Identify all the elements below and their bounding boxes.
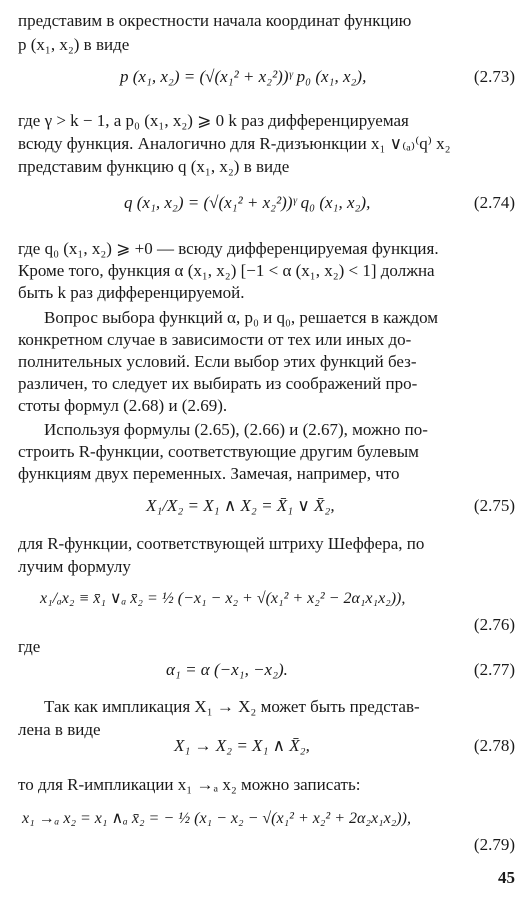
equation-2-74: q (x₁, x₂) = (√(x₁² + x₂²))ᵞ q₀ (x₁, x₂),	[124, 193, 371, 212]
equation-2-73: p (x₁, x₂) = (√(x₁² + x₂²))ᵞ p₀ (x₁, x₂),	[120, 67, 367, 86]
text-line: Так как импликация X₁ → X₂ может быть представ-	[44, 697, 420, 716]
equation-number: (2.73)	[473, 67, 515, 86]
text-line: функциям двух переменных. Замечая, например, что	[18, 464, 400, 483]
equation-number: (2.77)	[473, 660, 515, 679]
text-line: где q₀ (x₁, x₂) ⩾ +0 — всюду дифференцируемая функция.	[18, 239, 439, 258]
equation-number: (2.79)	[473, 835, 515, 854]
equation-2-78: X₁ → X₂ = X₁ ∧ X̄₂,	[174, 736, 310, 755]
text-line: p (x₁, x₂) в виде	[18, 35, 130, 54]
equation-2-77: α₁ = α (−x₁, −x₂).	[166, 660, 288, 679]
text-line: Вопрос выбора функций α, p₀ и q₀, решается в каждом	[44, 308, 439, 327]
equation-number: (2.74)	[473, 193, 515, 212]
text-line: полнительных условий. Если выбор этих функций без-	[18, 352, 417, 371]
text-line: представим в окрестности начала координат функцию	[18, 11, 412, 30]
text-line: различен, то следует их выбирать из соображений про-	[18, 374, 418, 393]
text-line: лена в виде	[18, 720, 101, 739]
text-line: быть k раз дифференцируемой.	[18, 283, 245, 302]
equation-number: (2.76)	[473, 615, 515, 634]
equation-2-75: X₁/X₂ = X₁ ∧ X₂ = X̄₁ ∨ X̄₂,	[146, 496, 335, 515]
text-line: всюду функция. Аналогично для R-дизъюнкции x₁ ∨₍ₐ₎⁽q⁾ x₂	[18, 134, 451, 153]
text-line: для R-функции, соответствующей штриху Шеффера, по	[18, 534, 425, 553]
text-line: где γ > k − 1, а p₀ (x₁, x₂) ⩾ 0 k раз дифференцируемая	[18, 111, 409, 130]
text-line: лучим формулу	[18, 557, 131, 576]
text-line: Кроме того, функция α (x₁, x₂) [−1 < α (x₁, x₂) < 1] должна	[18, 261, 435, 280]
equation-2-76: x₁/ₐx₂ ≡ x̄₁ ∨ₐ x̄₂ = ½ (−x₁ − x₂ + √(x₁² + x₂² − 2α₁x₁x₂)),	[40, 590, 406, 607]
text-line: конкретном случае в зависимости от тех или иных до-	[18, 330, 412, 349]
text-line: строить R-функции, соответствующие другим булевым	[18, 442, 419, 461]
text-line: стоты формул (2.68) и (2.69).	[18, 396, 228, 415]
text-line: где	[18, 637, 41, 656]
equation-number: (2.75)	[473, 496, 515, 515]
text-line: Используя формулы (2.65), (2.66) и (2.67), можно по-	[44, 420, 428, 439]
equation-2-79: x₁ →ₐ x₂ = x₁ ∧ₐ x̄₂ = − ½ (x₁ − x₂ − √(x₁² + x₂² + 2α₂x₁x₂)),	[22, 810, 411, 827]
page-number: 45	[498, 868, 515, 887]
equation-number: (2.78)	[473, 736, 515, 755]
text-line: представим функцию q (x₁, x₂) в виде	[18, 157, 290, 176]
text-line: то для R-импликации x₁ →ₐ x₂ можно записать:	[18, 775, 361, 794]
